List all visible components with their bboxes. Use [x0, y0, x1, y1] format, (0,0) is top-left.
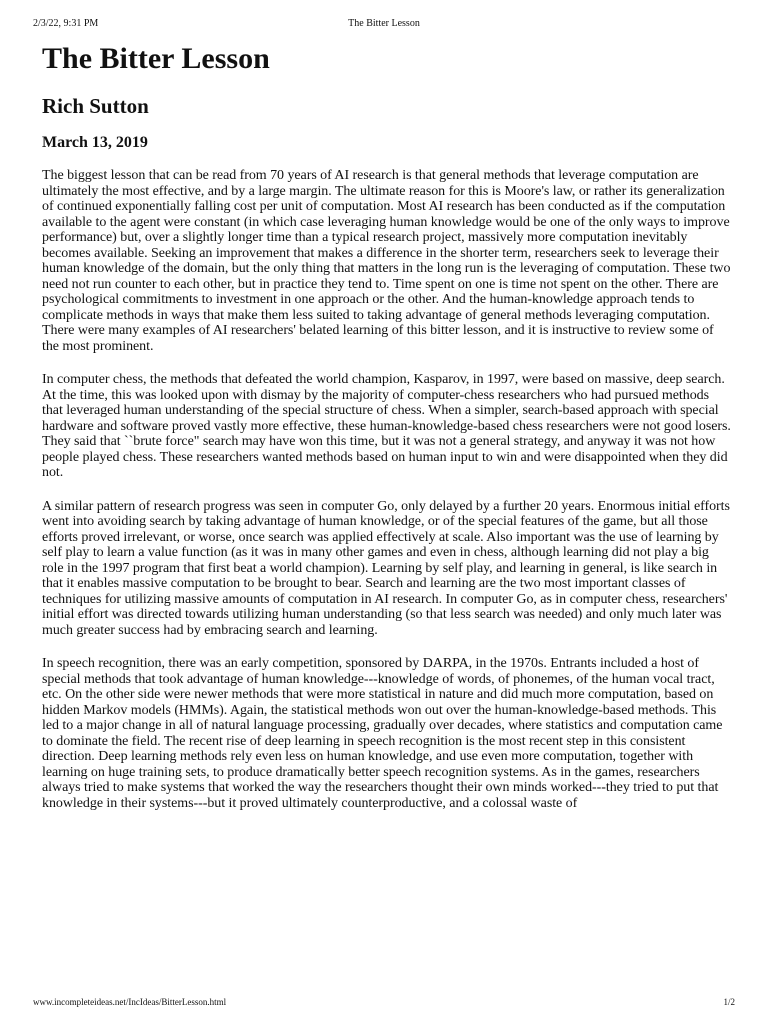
print-datetime: 2/3/22, 9:31 PM: [33, 18, 99, 29]
paragraph: In computer chess, the methods that defeated the world champion, Kasparov, in 1997, were based on massive, deep search. At the time, this was looked upon with dismay by the majority of computer-chess researchers who had pursued methods that leveraged human understanding of the special structure of chess. When a simpler, search-based approach with special hardware and software proved vastly more effective, these human-knowledge-based chess researchers were not good losers. They said that ``brute force" search may have won this time, but it was not a general strategy, and anyway it was not how people played chess. These researchers wanted methods based on human input to win and were disappointed when they did not.: [42, 372, 731, 480]
print-footer: [33, 996, 735, 1008]
print-url: www.incompleteideas.net/IncIdeas/BitterLesson.html: [33, 997, 227, 1007]
article-body: [42, 168, 732, 811]
print-header: [33, 18, 735, 30]
print-doc-title: The Bitter Lesson: [348, 18, 420, 29]
paragraph: A similar pattern of research progress was seen in computer Go, only delayed by a further 20 years. Enormous initial efforts went into avoiding search by taking advantage of human knowledge, or of the special features of the game, but all those efforts proved irrelevant, or worse, once search was applied effectively at scale. Also important was the use of learning by self play to learn a value function (as it was in many other games and even in chess, although learning did not play a big role in the 1997 program that first beat a world champion). Learning by self play, and learning in general, is like search in that it enables massive computation to be brought to bear. Search and learning are the two most important classes of techniques for utilizing massive amounts of computation in AI research. In computer Go, as in computer chess, researchers' initial effort was directed towards utilizing human understanding (so that less search was needed) and only much later was much greater success had by embracing search and learning.: [42, 498, 730, 638]
paragraph: The biggest lesson that can be read from 70 years of AI research is that general methods that leverage computation are ultimately the most effective, and by a large margin. The ultimate reason for this is Moore's law, or rather its generalization of continued exponentially falling cost per unit of computation. Most AI research has been conducted as if the computation available to the agent were constant (in which case leveraging human knowledge would be one of the only ways to improve performance) but, over a slightly longer time than a typical research project, massively more computation inevitably becomes available. Seeking an improvement that makes a difference in the shorter term, researchers seek to leverage their human knowledge of the domain, but the only thing that matters in the long run is the leveraging of computation. These two need not run counter to each other, but in practice they tend to. Time spent on one is time not spent on the other. There are psychological commitments to investment in one approach or the other. And the human-knowledge approach tends to complicate methods in ways that make them less suited to taking advantage of general methods leveraging computation. There were many examples of AI researchers' belated learning of this bitter lesson, and it is instructive to review some of the most prominent.: [42, 168, 731, 354]
article-title: The Bitter Lesson: [42, 42, 270, 75]
page-number: 1/2: [723, 997, 735, 1007]
article: [42, 38, 732, 829]
article-author: Rich Sutton: [42, 94, 149, 118]
paragraph: In speech recognition, there was an early competition, sponsored by DARPA, in the 1970s. Entrants included a host of special methods that took advantage of human knowledge---knowledge of words, of phonemes, of the human vocal tract, etc. On the other side were newer methods that were more statistical in nature and did much more computation, based on hidden Markov models (HMMs). Again, the statistical methods won out over the human-knowledge-based methods. This led to a major change in all of natural language processing, gradually over decades, where statistics and computation came to dominate the field. The recent rise of deep learning in speech recognition is the most recent step in this consistent direction. Deep learning methods rely even less on human knowledge, and use even more computation, together with learning on huge training sets, to produce dramatically better speech recognition systems. As in the games, researchers always tried to make systems that worked the way the researchers thought their own minds worked---they tried to put that knowledge in their systems---but it proved ultimately counterproductive, and a colossal waste of: [42, 656, 723, 811]
article-date: March 13, 2019: [42, 134, 148, 151]
